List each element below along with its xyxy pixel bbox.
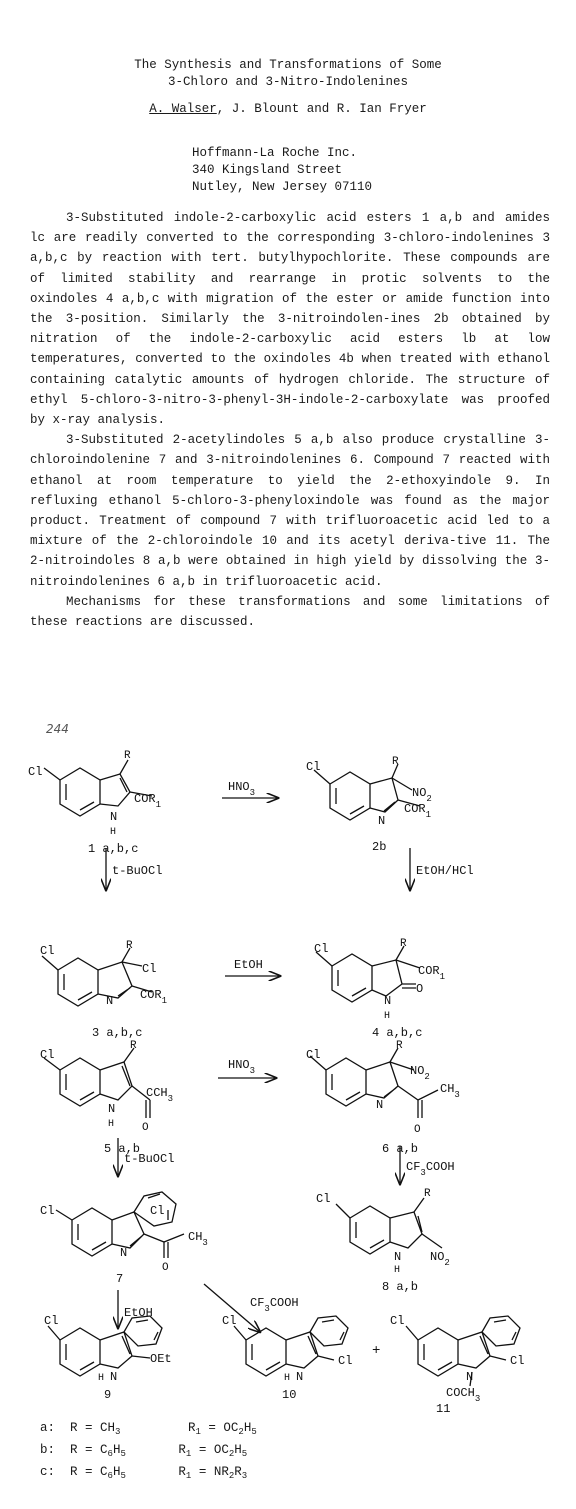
structure-4 <box>316 946 420 1002</box>
legend-sub: 3 <box>241 1471 248 1481</box>
atom-label: Cl <box>314 942 329 956</box>
reagent-text: CF <box>250 1296 265 1310</box>
atom-label: Cl <box>40 1204 55 1218</box>
legend-r1: R <box>187 1421 196 1435</box>
coch-sub: 3 <box>474 1394 481 1404</box>
legend-sub: 2 <box>228 1449 235 1459</box>
reagent-label: t-BuOCl <box>112 864 163 878</box>
cor-text: COR <box>134 792 156 806</box>
cor-sub: 1 <box>439 972 446 982</box>
page-number: 244 <box>46 722 69 736</box>
atom-label: Cl <box>40 944 55 958</box>
group-label: R <box>126 940 133 952</box>
group-label: R <box>130 1040 137 1052</box>
legend-r1: R <box>178 1443 186 1457</box>
legend-mid: H <box>112 1465 121 1479</box>
affiliation-line: 340 Kingsland Street <box>192 163 343 177</box>
group-label <box>430 1250 450 1268</box>
ch-sub: 3 <box>454 1090 460 1100</box>
atom-label: Cl <box>44 1314 59 1328</box>
group-label: OEt <box>150 1352 172 1366</box>
legend-r1-value: = OC <box>200 1421 239 1435</box>
legend-mid: H <box>112 1443 121 1457</box>
structure-8 <box>336 1198 442 1254</box>
reagent-text: HNO <box>228 1058 250 1072</box>
coch-text: COCH <box>446 1386 475 1400</box>
abstract <box>30 208 550 632</box>
cor-text: COR <box>140 988 162 1002</box>
atom-label: Cl <box>510 1354 525 1368</box>
reagent-label: t-BuOCl <box>124 1152 175 1166</box>
reaction-scheme <box>0 740 576 1416</box>
compound-number-8: 8 a,b <box>382 1280 419 1294</box>
atom-label: N <box>110 1370 118 1384</box>
atom-label: Cl <box>142 962 157 976</box>
cor-text: COR <box>418 964 440 978</box>
legend-r-sub: 6 <box>107 1471 113 1481</box>
structure-6 <box>310 1048 438 1118</box>
co-authors: , J. Blount and R. Ian Fryer <box>216 102 427 116</box>
legend-r1-sub: 1 <box>185 1449 192 1459</box>
reagent-text: COOH <box>425 1160 455 1174</box>
legend-sub: 5 <box>251 1427 257 1437</box>
author-line <box>0 102 576 116</box>
ch-text: CH <box>188 1230 203 1244</box>
substituent-legend <box>40 1421 257 1487</box>
abstract-paragraph: 3-Substituted 2-acetylindoles 5 a,b also produce crystalline 3-chloroindolenine 7 and 3-nitroindolenines 6. Compound 7 reacted with ethanol at room temperature to yield the 2-ethoxyindole 9. In refluxing ethanol 5-chloro-3-phenyloxindole was found as the major product. Treatment of compound 7 with trifluoroacetic acid led to a mixture of the 2-chloroindole 10 and its acetyl deriva-tive 11. The 2-nitroindoles 8 a,b were obtained in high yield by dissolving the 3-nitroindolenines 6 a,b in trifluoroacetic acid. <box>30 433 550 589</box>
no-text: NO <box>410 1064 425 1078</box>
atom-label: H <box>98 1373 105 1384</box>
atom-label: N <box>106 994 114 1008</box>
atom-label: O <box>416 982 424 996</box>
atom-label: N <box>110 810 118 824</box>
atom-label: N <box>466 1370 474 1384</box>
legend-sub: 2 <box>238 1427 244 1437</box>
reagent-label <box>250 1296 299 1314</box>
compound-number-9: 9 <box>104 1388 112 1402</box>
legend-key: b: <box>40 1443 56 1457</box>
atom-label: H <box>394 1265 401 1276</box>
legend-row <box>40 1443 257 1465</box>
legend-r-sub: 3 <box>115 1427 121 1437</box>
group-label <box>404 802 431 820</box>
group-label: R <box>400 938 407 950</box>
structure-9 <box>48 1316 162 1376</box>
legend-row <box>40 1421 257 1443</box>
title-line-2: 3-Chloro and 3-Nitro-Indolenines <box>167 75 409 89</box>
abstract-paragraph: Mechanisms for these transformations and some limitations of these reactions are discussed. <box>30 594 550 630</box>
no-sub: 2 <box>426 794 432 804</box>
ch-text: CH <box>440 1082 455 1096</box>
group-label <box>134 792 161 810</box>
compound-number-3: 3 a,b,c <box>92 1026 143 1040</box>
legend-r1-sub: 1 <box>195 1427 201 1437</box>
group-label <box>188 1230 208 1248</box>
atom-label: Cl <box>390 1314 405 1328</box>
c-text: C <box>146 1086 154 1100</box>
legend-sub: 5 <box>241 1449 248 1459</box>
compound-number-2b: 2b <box>372 840 387 854</box>
atom-label: H <box>110 827 117 838</box>
reagent-text: CF <box>406 1160 421 1174</box>
reagent-sub: 3 <box>249 788 256 798</box>
reagent-label: EtOH <box>234 958 263 972</box>
group-label: R <box>392 756 399 768</box>
legend-r1: R <box>178 1465 186 1479</box>
structure-1 <box>44 760 152 816</box>
reagent-label <box>406 1160 455 1178</box>
legend-r1-sub: 1 <box>185 1471 192 1481</box>
legend-sub: 2 <box>228 1471 235 1481</box>
presenting-author: A. Walser <box>149 102 217 116</box>
group-label <box>410 1064 430 1082</box>
reagent-label: EtOH/HCl <box>416 864 474 878</box>
no-sub: 2 <box>444 1258 450 1268</box>
legend-key: c: <box>40 1465 56 1479</box>
cor-sub: 1 <box>425 810 432 820</box>
legend-mid: R <box>234 1465 242 1479</box>
atom-label: Cl <box>222 1314 237 1328</box>
abstract-paragraph: 3-Substituted indole-2-carboxylic acid esters 1 a,b and amides lc are readily converted to the corresponding 3-chloro-indolenines 3 a,b,c by reaction with tert. butylhypochlorite. These compounds are of limited stability and rearrange in protic solvents to the oxindoles 4 a,b,c with migration of the ester or amide function into the 3-position. Similarly the 3-nitroindolen-ines 2b obtained by nitration of the indole-2-carboxylic acid esters lb at low temperatures, converted to the oxindoles 4b when treated with ethanol containing catalytic amounts of hydrogen chloride. The structure of ethyl 5-chloro-3-nitro-3-phenyl-3H-indole-2-carboxylate was proofed by x-ray analysis. <box>30 211 550 428</box>
group-label: R <box>396 1040 403 1052</box>
reagent-text: HNO <box>228 780 250 794</box>
atom-label: N <box>120 1246 128 1260</box>
structure-3 <box>42 948 152 1006</box>
ch-sub: 3 <box>202 1238 208 1248</box>
group-label <box>440 1082 460 1100</box>
atom-label: Cl <box>338 1354 353 1368</box>
group-label: R <box>424 1188 431 1200</box>
paper-title <box>0 57 576 91</box>
atom-label: Cl <box>40 1048 55 1062</box>
atom-label: N <box>296 1370 304 1384</box>
reagent-sub: 3 <box>249 1066 256 1076</box>
no-sub: 2 <box>424 1072 430 1082</box>
atom-label: Cl <box>150 1204 165 1218</box>
legend-r: R = C <box>70 1443 108 1457</box>
legend-r1-value: = OC <box>191 1443 229 1457</box>
group-label <box>446 1386 480 1404</box>
atom-label: O <box>414 1124 421 1136</box>
legend-key: a: <box>40 1421 56 1435</box>
compound-number-1: 1 a,b,c <box>88 842 139 856</box>
atom-label: N <box>376 1098 384 1112</box>
legend-row <box>40 1465 257 1487</box>
compound-number-11: 11 <box>436 1402 451 1416</box>
legend-r-sub: 6 <box>107 1449 113 1459</box>
reagent-label <box>228 1058 255 1076</box>
atom-label: N <box>378 814 386 828</box>
reagent-text: COOH <box>269 1296 299 1310</box>
legend-sub: 5 <box>120 1449 126 1459</box>
reagent-label: EtOH <box>124 1306 153 1320</box>
cor-sub: 1 <box>161 996 168 1006</box>
compound-number-10: 10 <box>282 1388 297 1402</box>
atom-label: N <box>108 1102 116 1116</box>
ch-text: CH <box>153 1086 168 1100</box>
atom-label: N <box>384 994 392 1008</box>
reagent-label <box>228 780 255 798</box>
group-label <box>140 988 167 1006</box>
atom-label: O <box>162 1262 169 1274</box>
legend-sub: 5 <box>120 1471 126 1481</box>
legend-r: R = C <box>70 1465 108 1479</box>
affiliation-line: Nutley, New Jersey 07110 <box>192 180 373 194</box>
atom-label: Cl <box>316 1192 331 1206</box>
structure-5 <box>44 1048 150 1118</box>
affiliation <box>192 145 372 196</box>
atom-label: H <box>108 1119 115 1130</box>
no-text: NO <box>430 1250 445 1264</box>
no-text: NO <box>412 786 427 800</box>
atom-label: H <box>284 1373 291 1384</box>
group-label: R <box>124 750 131 762</box>
legend-r: R = CH <box>70 1421 116 1435</box>
compound-number-5: 5 a,b <box>104 1142 141 1156</box>
atom-label: Cl <box>306 760 321 774</box>
atom-label: N <box>394 1250 402 1264</box>
cor-sub: 1 <box>155 800 162 810</box>
atom-label: Cl <box>306 1048 321 1062</box>
title-line-1: The Synthesis and Transformations of Some <box>134 58 442 72</box>
group-label <box>418 964 445 982</box>
affiliation-line: Hoffmann-La Roche Inc. <box>192 146 358 160</box>
compound-number-6: 6 a,b <box>382 1142 419 1156</box>
compound-number-7: 7 <box>116 1272 124 1286</box>
reagent-sub: 3 <box>264 1304 270 1314</box>
atom-label: Cl <box>28 765 43 779</box>
cor-text: COR <box>404 802 426 816</box>
legend-r1-value: = NR <box>191 1465 229 1479</box>
plus-sign: + <box>372 1343 381 1359</box>
legend-mid: H <box>234 1443 242 1457</box>
legend-mid: H <box>243 1421 252 1435</box>
atom-label: H <box>384 1011 391 1022</box>
ch-sub: 3 <box>167 1094 174 1104</box>
compound-number-4: 4 a,b,c <box>372 1026 423 1040</box>
atom-label: O <box>142 1122 149 1134</box>
reagent-sub: 3 <box>420 1168 426 1178</box>
structure-11 <box>406 1316 520 1386</box>
